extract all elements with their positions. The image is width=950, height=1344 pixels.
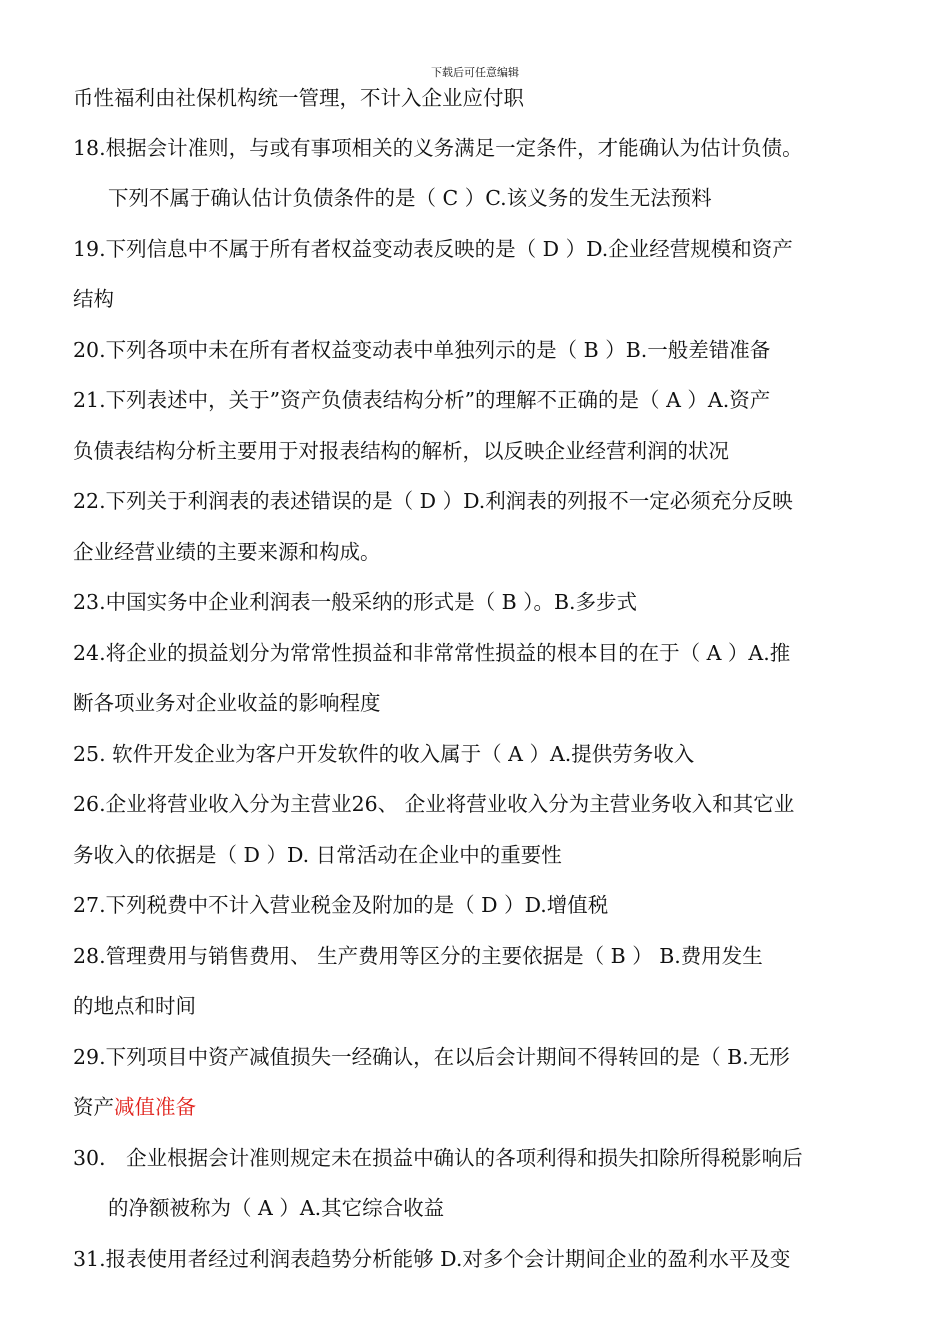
question-28-line: 28.管理费用与销售费用、 生产费用等区分的主要依据是（ B ） B.费用发生 <box>73 944 763 968</box>
question-22-line: 22.下列关于利润表的表述错误的是（ D ）D.利润表的列报不一定必须充分反映 <box>73 489 793 513</box>
plain-text: 资产 <box>73 1095 114 1119</box>
question-21-line: 21.下列表述中，关于”资产负债表结构分析”的理解不正确的是（ A ）A.资产 <box>73 388 771 412</box>
question-24-line-2: 断各项业务对企业收益的影响程度 <box>73 691 381 715</box>
page-header-note: 下载后可任意编辑 <box>431 66 519 79</box>
question-18-line-2: 下列不属于确认估计负债条件的是（ C ）C.该义务的发生无法预料 <box>108 186 712 210</box>
question-26-line-2: 务收入的依据是（ D ）D. 日常活动在企业中的重要性 <box>73 843 562 867</box>
question-27-line: 27.下列税费中不计入营业税金及附加的是（ D ）D.增值税 <box>73 893 609 917</box>
question-30-line-2: 的净额被称为（ A ）A.其它综合收益 <box>108 1196 445 1220</box>
text-line: 币性福利由社保机构统一管理，不计入企业应付职 <box>73 86 524 110</box>
question-19-line-2: 结构 <box>73 287 114 311</box>
question-29-line-2 <box>73 1093 892 1121</box>
question-29-line: 29.下列项目中资产减值损失一经确认，在以后会计期间不得转回的是（ B.无形 <box>73 1045 790 1069</box>
question-22-line-2: 企业经营业绩的主要来源和构成。 <box>73 540 381 564</box>
question-26-line: 26.企业将营业收入分为主营业26、 企业将营业收入分为主营业务收入和其它业 <box>73 792 795 816</box>
question-28-line-2: 的地点和时间 <box>73 994 196 1018</box>
question-18-line: 18.根据会计准则，与或有事项相关的义务满足一定条件，才能确认为估计负债。 <box>73 136 803 160</box>
question-25-line: 25. 软件开发企业为客户开发软件的收入属于（ A ）A.提供劳务收入 <box>73 742 695 766</box>
question-21-line-2: 负债表结构分析主要用于对报表结构的解析，以反映企业经营利润的状况 <box>73 439 729 463</box>
question-24-line: 24.将企业的损益划分为常常性损益和非常常性损益的根本目的在于（ A ）A.推 <box>73 641 791 665</box>
question-19-line: 19.下列信息中不属于所有者权益变动表反映的是（ D ）D.企业经营规模和资产 <box>73 237 793 261</box>
question-23-line: 23.中国实务中企业利润表一般采纳的形式是（ B ）。B.多步式 <box>73 590 638 614</box>
question-20-line: 20.下列各项中未在所有者权益变动表中单独列示的是（ B ）B.一般差错准备 <box>73 338 771 362</box>
question-30-line: 30． 企业根据会计准则规定未在损益中确认的各项利得和损失扣除所得税影响后 <box>73 1146 803 1170</box>
highlighted-text: 减值准备 <box>114 1095 196 1119</box>
question-31-line: 31.报表使用者经过利润表趋势分析能够 D.对多个会计期间企业的盈利水平及变 <box>73 1247 791 1271</box>
